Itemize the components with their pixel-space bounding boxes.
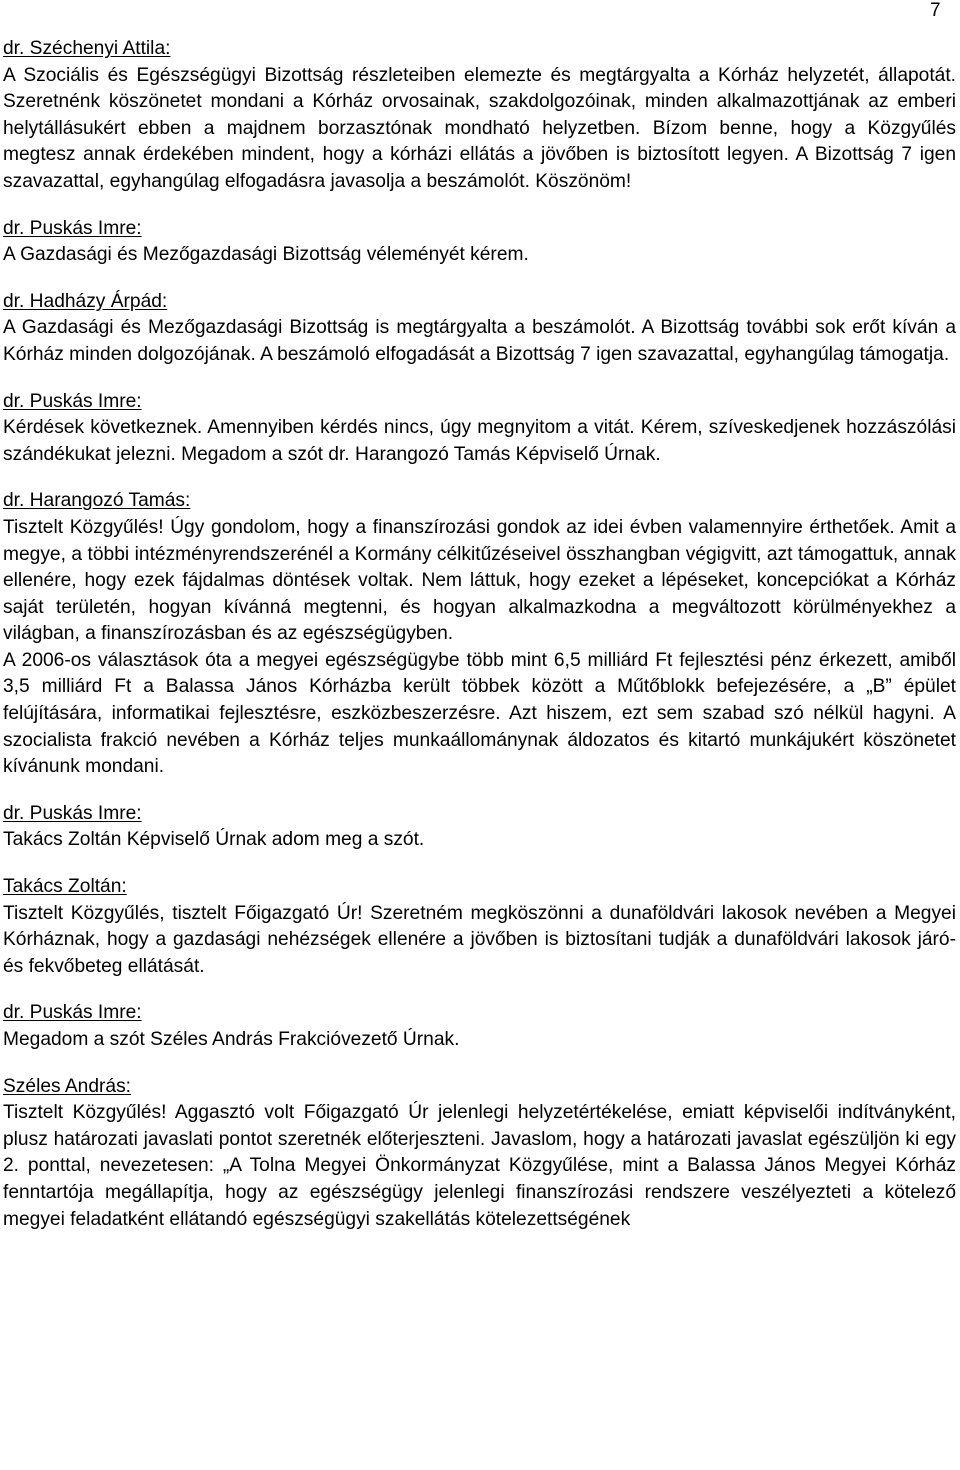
speaker-name: dr. Puskás Imre: [3,217,142,239]
document-body [3,36,956,1233]
speech-paragraph: Tisztelt Közgyűlés! Aggasztó volt Főigazgató Úr jelenlegi helyzetértékelése, emiatt képviselői indítványként, plusz határozati javaslati pontot szeretnék előterjeszteni. Javaslom, hogy a határozati javaslat egészüljön ki egy 2. ponttal, nevezetesen: „A Tolna Megyei Önkormányzat Közgyűlése, mint a Balassa János Megyei Kórház fenntartója megállapítja, hogy az egészségügy jelenlegi finanszírozási rendszere veszélyezteti a kötelező megyei feladatként ellátandó egészségügyi szakellátás kötelezettségének [3,1102,956,1230]
speech-block [3,216,956,269]
speaker-name: dr. Hadházy Árpád: [3,290,168,312]
speaker-name: Takács Zoltán: [3,876,127,898]
speech-paragraph: Takács Zoltán Képviselő Úrnak adom meg a szót. [3,829,425,851]
speech-block [3,801,956,854]
speech-paragraph: A Szociális és Egészségügyi Bizottság részleteiben elemezte és megtárgyalta a Kórház helyzetét, állapotát. Szeretnénk köszönetet mondani a Kórház orvosainak, szakdolgozóinak, minden alkalmazottjának az emberi helytállásukért ebben a majdnem borzasztónak mondható helyzetben. Bízom benne, hogy a Közgyűlés megtesz annak érdekében mindent, hogy a kórházi ellátás a jövőben is biztosított legyen. A Bizottság 7 igen szavazattal, egyhangúlag elfogadásra javasolja a beszámolót. Köszönöm! [3,64,956,192]
speech-paragraph: A Gazdasági és Mezőgazdasági Bizottság véleményét kérem. [3,244,529,266]
speaker-name: dr. Puskás Imre: [3,802,142,824]
speech-block [3,1074,956,1234]
speaker-name: dr. Széchenyi Attila: [3,38,171,59]
speech-paragraph: A Gazdasági és Mezőgazdasági Bizottság is megtárgyalta a beszámolót. A Bizottság további sok erőt kíván a Kórház minden dolgozójának. A beszámoló elfogadását a Bizottság 7 igen szavazattal, egyhangúlag támogatja. [3,317,956,365]
speech-block [3,488,956,781]
speaker-name: dr. Puskás Imre: [3,1002,142,1024]
speech-block [3,1000,956,1053]
page-number: 7 [930,0,941,21]
speech-block [3,289,956,369]
speech-paragraph: Tisztelt Közgyűlés! Úgy gondolom, hogy a finanszírozási gondok az idei évben valamennyire érthetőek. Amit a megye, a többi intézményrendszerénél a Kormány célkitűzéseivel összhangban végigvitt, azt támogattuk, annak ellenére, hogy ezek fájdalmas döntések voltak. Nem láttuk, hogy ezeket a lépéseket, koncepciókat a Kórház saját területén, hogyan kívánná megtenni, és hogyan alkalmazkodna a megváltozott körülményekhez a világban, a finanszírozásban és az egészségügyben. [3,516,956,645]
speech-paragraph: A 2006-os választások óta a megyei egészségügybe több mint 6,5 milliárd Ft fejlesztési pénz érkezett, amiből 3,5 milliárd Ft a Balassa János Kórházba került többek között a Műtőblokk befejezésére, a „B” épület felújítására, informatikai fejlesztésre, eszközbeszerzésre. Azt hiszem, ezt sem szabad szó nélkül hagyni. A szocialista frakció nevében a Kórház teljes munkaállománynak áldozatos és kitartó munkájukért köszönetet kívánunk mondani. [3,649,956,778]
speech-block [3,36,956,196]
speech-paragraph: Megadom a szót Széles András Frakcióvezető Úrnak. [3,1029,460,1050]
speaker-name: dr. Puskás Imre: [3,390,142,412]
speaker-name: dr. Harangozó Tamás: [3,490,191,512]
speech-paragraph: Kérdések következnek. Amennyiben kérdés nincs, úgy megnyitom a vitát. Kérem, szíveskedjenek hozzászólási szándékukat jelezni. Megadom a szót dr. Harangozó Tamás Képviselő Úrnak. [3,417,956,465]
speech-block [3,389,956,469]
speech-block [3,874,956,980]
speaker-name: Széles András: [3,1075,131,1097]
speech-paragraph: Tisztelt Közgyűlés, tisztelt Főigazgató Úr! Szeretném megköszönni a dunaföldvári lakosok nevében a Megyei Kórháznak, hogy a gazdasági nehézségek ellenére a jövőben is biztosítani tudják a dunaföldvári lakosok járó- és fekvőbeteg ellátását. [3,902,956,977]
